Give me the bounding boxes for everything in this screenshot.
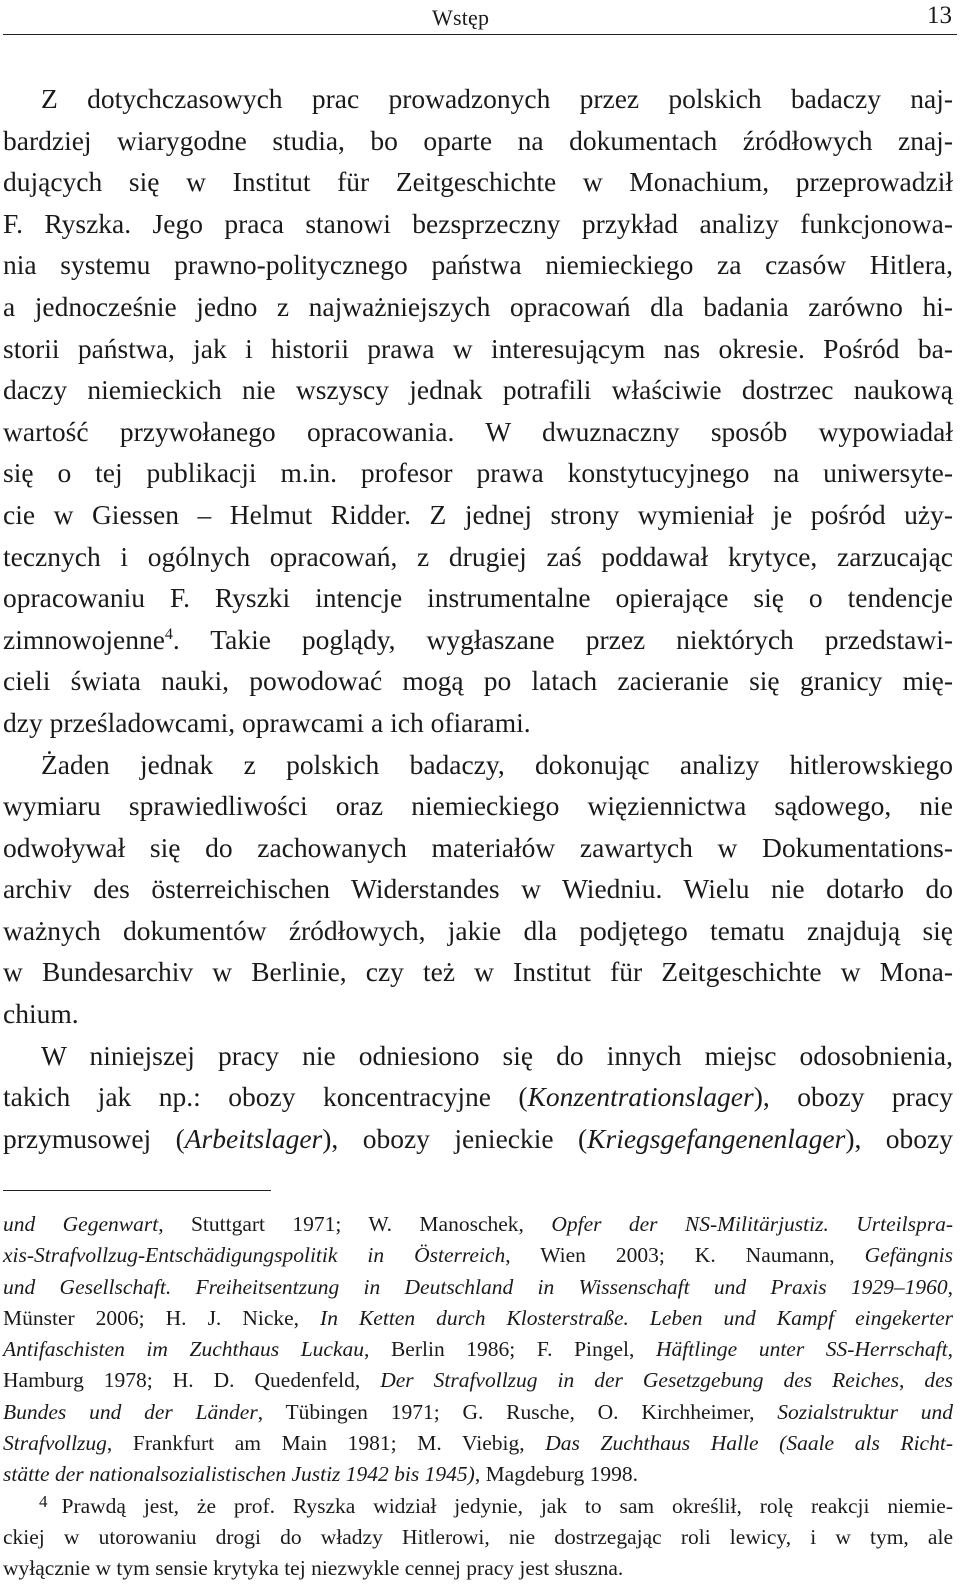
text-segment: przymusowej ( (3, 1122, 185, 1154)
text-segment: ), obozy jenieckie ( (322, 1122, 588, 1154)
text-line: wymiaru sprawiedliwości oraz niemieckiego więziennictwa sądowego, nie (3, 790, 953, 822)
text-segment: ), obozy (845, 1122, 953, 1154)
italic-title: Sozialstruktur und (777, 1399, 953, 1424)
text-line: chium. (3, 998, 79, 1030)
text-line (3, 1076, 953, 1118)
italic-title: xis-Strafvollzug-Entschädigungspolitik in Österreich (3, 1243, 506, 1268)
footnote-ref-4[interactable]: 4 (164, 625, 173, 643)
italic-title: Antifaschisten im Zuchthaus Luckau (3, 1337, 364, 1362)
text-segment: Prawdą jest, że prof. Ryszka widział jedynie, jak to sam określił, rolę reakcji niemie- (61, 1493, 953, 1518)
italic-title: In Ketten durch Klosterstraße. Leben und Kampf eingekerter (320, 1305, 953, 1330)
italic-title: und Gesellschaft. Freiheitsentzung in Deutschland in Wissenschaft und Praxis 1929–1960 (3, 1274, 948, 1299)
footnote-4 (3, 1491, 953, 1522)
text-line: Z dotychczasowych prac prowadzonych przez polskich badaczy naj- (41, 83, 953, 114)
text-segment: Münster 2006; H. J. Nicke, (3, 1305, 321, 1330)
footnote-line (3, 1397, 953, 1428)
footnote-line (3, 1365, 953, 1396)
italic-title: Gefängnis (864, 1243, 953, 1268)
footnote-line (3, 1240, 953, 1271)
text-line: dzy prześladowcami, oprawcami a ich ofiarami. (3, 706, 531, 738)
page-header (0, 0, 960, 42)
footnote-rule (3, 1190, 271, 1191)
footnote-line (3, 1209, 953, 1240)
italic-title: Bundes und der Länder (3, 1399, 258, 1424)
text-line: archiv des österreichischen Widerstandes w Wiedniu. Wielu nie dotarło do (3, 873, 953, 905)
text-segment: , Magdeburg 1998. (474, 1462, 639, 1487)
italic-title: Opfer der NS-Militärjustiz. Urteilspra- (551, 1212, 953, 1236)
text-line: storii państwa, jak i historii prawa w interesującym nas okresie. Pośród ba- (3, 332, 953, 364)
footnote-line (3, 1303, 953, 1334)
text-segment: , Wien 2003; K. Naumann, (505, 1243, 865, 1268)
italic-title: Strafvollzug (3, 1431, 107, 1456)
main-text (3, 78, 953, 1159)
text-line: nia systemu prawno-politycznego państwa niemieckiego za czasów Hitlera, (3, 249, 953, 281)
text-line: ważnych dokumentów źródłowych, jakie dla podjętego tematu znajdują się (3, 914, 953, 946)
footnote-line (3, 1459, 953, 1490)
text-line: cieli świata nauki, powodować mogą po latach zacieranie się granicy mię- (3, 665, 953, 697)
running-head: Wstęp (432, 5, 490, 30)
footnote-line: wyłącznie w tym sensie krytyka tej niezwykle cennej pracy jest słuszna. (3, 1556, 624, 1581)
text-segment: takich jak np.: obozy koncentracyjne ( (3, 1081, 528, 1113)
footnote-line: ckiej w utorowaniu drogi do władzy Hitlerowi, nie dostrzegając roli lewicy, i w tym, ale (3, 1524, 953, 1549)
text-line: odwoływał się do zachowanych materiałów zawartych w Dokumentations- (3, 831, 953, 863)
text-line (3, 619, 953, 661)
header-rule (3, 34, 957, 35)
text-line (3, 1118, 953, 1160)
text-segment: . Takie poglądy, wygłaszane przez niektórych przedstawi- (172, 623, 953, 655)
text-line: tecznych i ogólnych opracowań, z drugiej zaś poddawał krytyce, zarzucając (3, 540, 953, 572)
text-line: F. Ryszka. Jego praca stanowi bezsprzeczny przykład analizy funkcjonowa- (3, 207, 953, 239)
italic-term: Konzentrationslager (527, 1081, 754, 1113)
italic-term: Kriegsgefangenenlager (587, 1122, 846, 1154)
page-number: 13 (927, 2, 952, 29)
text-segment: Hamburg 1978; H. D. Quedenfeld, (3, 1368, 381, 1393)
text-line: Żaden jednak z polskich badaczy, dokonując analizy hitlerowskiego (41, 748, 953, 780)
text-segment: , (947, 1274, 953, 1299)
text-line: W niniejszej pracy nie odniesiono się do innych miejsc odosobnienia, (41, 1039, 953, 1071)
italic-title: Der Strafvollzug in der Gesetzgebung des Reiches, des (380, 1368, 953, 1393)
italic-title: Häftlinge unter SS-Herrschaft (656, 1337, 948, 1362)
text-segment: , Frankfurt am Main 1981; M. Viebig, (106, 1431, 546, 1456)
text-segment: ), obozy pracy (753, 1081, 954, 1113)
text-segment: , Berlin 1986; F. Pingel, (364, 1337, 657, 1362)
text-line: opracowaniu F. Ryszki intencje instrumentalne opierające się o tendencje (3, 582, 953, 614)
text-segment: , Tübingen 1971; G. Rusche, O. Kirchheimer, (257, 1399, 778, 1424)
text-segment: zimnowojenne (3, 623, 165, 655)
footnote-line (3, 1428, 953, 1459)
text-line: się o tej publikacji m.in. profesor prawa konstytucyjnego na uniwersyte- (3, 457, 953, 489)
text-segment: , (947, 1337, 953, 1362)
footnote-number: 4 (39, 1491, 48, 1511)
footnotes (3, 1209, 953, 1585)
italic-term: Arbeitslager (184, 1122, 323, 1154)
text-line: daczy niemieckich nie wszyscy jednak potrafili właściwie dostrzec naukową (3, 374, 953, 406)
footnote-line (3, 1334, 953, 1365)
text-line: dujących się w Institut für Zeitgeschichte w Monachium, przeprowadził (3, 166, 953, 198)
text-line: a jednocześnie jedno z najważniejszych opracowań dla badania zarówno hi- (3, 290, 953, 322)
italic-title: und Gegenwart (3, 1212, 159, 1236)
text-line: wartość przywołanego opracowania. W dwuznaczny sposób wypowiadał (3, 415, 953, 447)
text-line: cie w Giessen – Helmut Ridder. Z jednej strony wymieniał je pośród uży- (3, 498, 953, 530)
footnote-line (3, 1272, 953, 1303)
text-segment: , Stuttgart 1971; W. Manoschek, (158, 1212, 552, 1236)
italic-title: stätte der nationalsozialistischen Justiz 1942 bis 1945) (3, 1462, 475, 1487)
text-line: w Bundesarchiv w Berlinie, czy też w Institut für Zeitgeschichte w Mona- (3, 956, 953, 988)
text-line: bardziej wiarygodne studia, bo oparte na dokumentach źródłowych znaj- (3, 124, 953, 156)
italic-title: Das Zuchthaus Halle (Saale als Richt- (545, 1431, 953, 1456)
